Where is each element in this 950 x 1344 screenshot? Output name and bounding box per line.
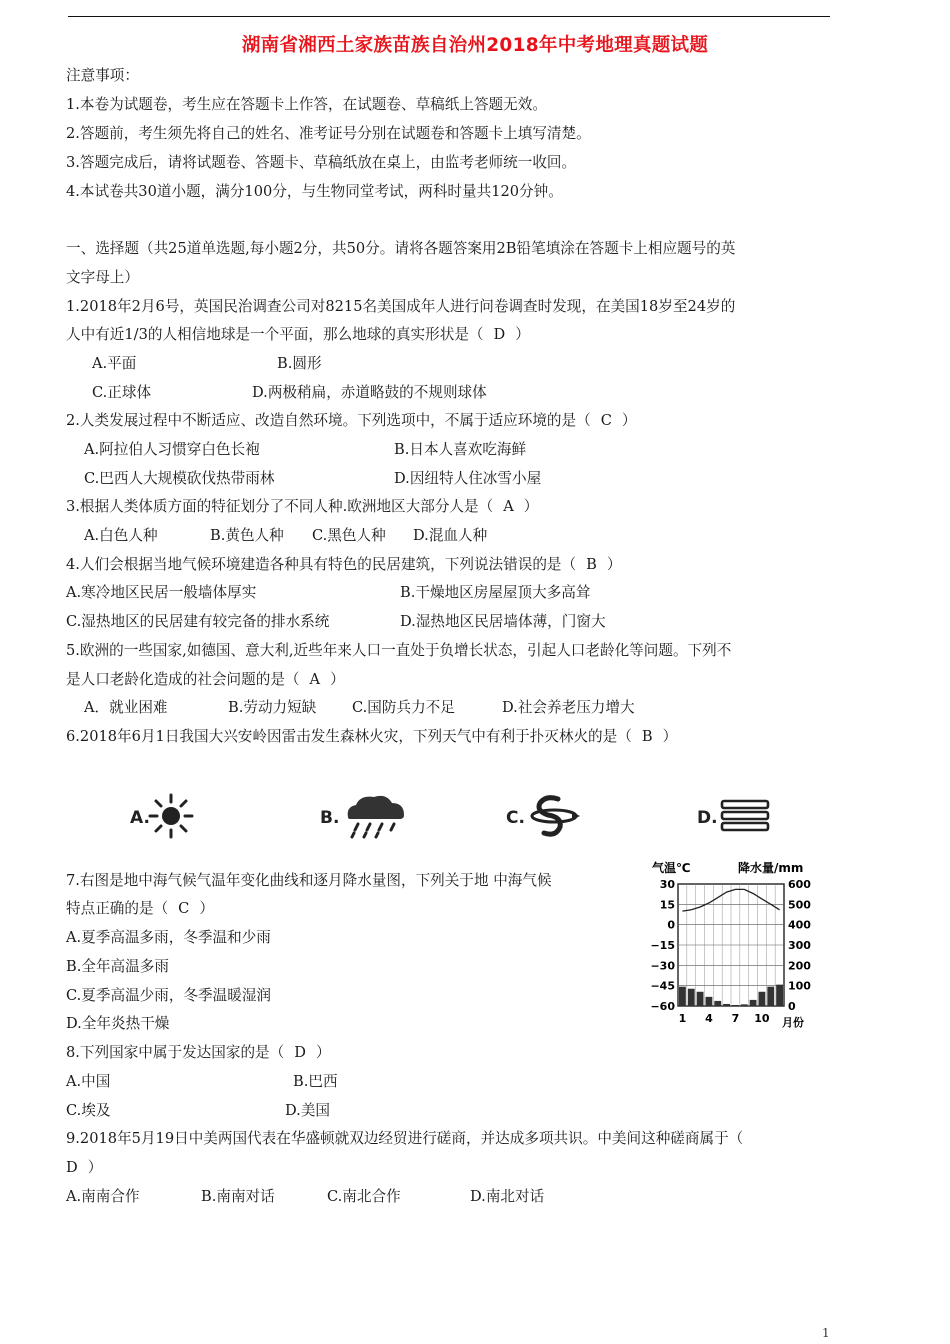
q4-option-b: B.干燥地区房屋屋顶大多高耸 [400,584,591,601]
page-number: 1 [822,1326,830,1340]
notice-heading: 注意事项： [66,67,139,84]
q9-option-b: B.南南对话 [201,1188,275,1205]
q6-label-c: C. [506,808,525,828]
q7-stem: 7.右图是地中海气候气温年变化曲线和逐月降水量图，下列关于地 中海气候 [66,872,552,889]
q9-stem-cont: D ） [66,1159,103,1176]
q4-option-d: D.湿热地区民居墙体薄，门窗大 [400,613,606,630]
q5-stem: 5.欧洲的一些国家,如德国、意大利,近些年来人口一直处于负增长状态，引起人口老龄化等问题。下列不 [66,642,732,659]
chart-left-tick-label: 0 [667,918,675,932]
q9-stem: 9.2018年5月19日中美两国代表在华盛顿就双边经贸进行磋商，并达成多项共识。中美间这种磋商属于（ [66,1130,744,1147]
chart-right-tick-label: 0 [788,1000,796,1013]
q2-option-b: B.日本人喜欢吃海鲜 [394,441,527,458]
q2-stem: 2.人类发展过程中不断适应、改造自然环境。下列选项中，不属于适应环境的是（ C ） [66,412,637,429]
q8-option-b: B.巴西 [293,1073,338,1090]
climate-chart [646,858,816,1030]
q9-option-d: D.南北对话 [470,1188,545,1205]
chart-right-tick-label: 400 [788,918,811,932]
q2-option-c: C.巴西人大规模砍伐热带雨林 [84,470,275,487]
sunny-icon [146,793,196,839]
notice-item: 2.答题前，考生须先将自己的姓名、准考证号分别在试题卷和答题卡上填写清楚。 [66,125,591,142]
q7-answer: C [178,900,190,917]
q7-stem-cont: 特点正确的是（ C ） [66,900,214,917]
notice-item: 1.本卷为试题卷，考生应在答题卡上作答，在试题卷、草稿纸上答题无效。 [66,96,547,113]
q5-stem-cont: 是人口老龄化造成的社会问题的是（ A ） [66,671,345,688]
chart-precip-bar [697,992,704,1006]
chart-right-tick-label: 100 [788,979,811,993]
q2-answer: C [600,412,612,429]
q3-option-d: D.混血人种 [413,527,488,544]
section-heading: 一、选择题（共25道单选题,每小题2分，共50分。请将各题答案用2B铅笔填涂在答题卡上相应题号的英 [66,240,736,257]
q1-stem: 1.2018年2月6号，英国民治调查公司对8215名美国成年人进行问卷调查时发现，在美国18岁至24岁的 [66,298,736,315]
q4-stem: 4.人们会根据当地气候环境建造各种具有特色的民居建筑，下列说法错误的是（ B ） [66,556,622,573]
q1-option-c: C.正球体 [92,384,152,401]
q8-option-c: C.埃及 [66,1102,111,1119]
top-rule [68,16,830,17]
chart-left-tick-label: −60 [650,1000,675,1013]
chart-left-axis-label: 气温℃ [652,861,691,875]
q5-option-d: D.社会养老压力增大 [502,699,635,716]
q6-stem: 6.2018年6月1日我国大兴安岭因雷击发生森林火灾，下列天气中有利于扑灭林火的是（ B ） [66,728,678,745]
chart-right-tick-label: 500 [788,898,811,912]
chart-precip-bar [767,987,774,1006]
chart-x-tick-label: 10 [754,1012,770,1025]
q6-label-a: A. [130,808,150,828]
q9-option-a: A.南南合作 [66,1188,140,1205]
chart-precip-bar [776,985,783,1006]
q7-option-c: C.夏季高温少雨，冬季温暖湿润 [66,987,272,1004]
q9-answer: D [66,1159,78,1176]
chart-precip-bar [688,989,695,1006]
chart-left-tick-label: 30 [659,878,675,891]
q8-stem: 8.下列国家中属于发达国家的是（ D ） [66,1044,331,1061]
q5-option-b: B.劳动力短缺 [228,699,317,716]
chart-x-tick-label: 1 [678,1012,687,1025]
chart-precip-bar [759,992,766,1006]
chart-precip-bar [732,1005,739,1006]
chart-left-tick-label: −45 [650,979,675,993]
q8-option-a: A.中国 [66,1073,111,1090]
q7-option-a: A.夏季高温多雨，冬季温和少雨 [66,929,271,946]
chart-x-tick-label: 7 [731,1012,740,1025]
q6-answer: B [641,728,653,745]
q1-option-b: B.圆形 [277,355,322,372]
q1-option-d: D.两极稍扁，赤道略鼓的不规则球体 [252,384,487,401]
chart-left-tick-label: 15 [659,898,675,912]
q9-option-c: C.南北合作 [327,1188,401,1205]
q3-option-b: B.黄色人种 [210,527,284,544]
q3-option-a: A.白色人种 [84,527,158,544]
q6-label-d: D. [697,808,718,828]
chart-precip-bar [750,1000,757,1006]
chart-left-tick-label: −30 [650,959,675,973]
q3-answer: A [503,498,514,515]
chart-right-tick-label: 200 [788,959,811,973]
q7-option-b: B.全年高温多雨 [66,958,169,975]
chart-precip-bar [706,997,713,1006]
chart-x-unit: 月份 [782,1016,804,1029]
q6-label-b: B. [320,808,340,828]
q1-option-a: A.平面 [92,355,137,372]
chart-precip-bar [741,1004,748,1006]
notice-item: 3.答题完成后，请将试题卷、答题卡、草稿纸放在桌上，由监考老师统一收回。 [66,154,577,171]
typhoon-icon [526,793,582,839]
q4-option-c: C.湿热地区的民居建有较完备的排水系统 [66,613,330,630]
chart-x-tick-label: 4 [705,1012,713,1025]
chart-left-tick-label: −15 [650,939,675,952]
chart-precip-bar [723,1004,730,1006]
notice-item: 4.本试卷共30道小题，满分100分，与生物同堂考试，两科时量共120分钟。 [66,183,563,200]
chart-right-axis-label: 降水量/mm [738,861,804,875]
q1-answer: D [493,326,506,343]
q2-option-d: D.因纽特人住冰雪小屋 [394,470,542,487]
section-heading-cont: 文字母上） [66,269,139,286]
q3-option-c: C.黑色人种 [312,527,386,544]
q2-option-a: A.阿拉伯人习惯穿白色长袍 [84,441,260,458]
rain-icon [342,793,408,839]
q5-option-c: C.国防兵力不足 [352,699,455,716]
q5-answer: A [309,671,321,688]
q4-option-a: A.寒冷地区民居一般墙体厚实 [66,584,257,601]
chart-precip-bar [714,1001,721,1006]
chart-right-tick-label: 600 [788,878,811,891]
q8-option-d: D.美国 [285,1102,331,1119]
q8-answer: D [294,1044,306,1061]
q1-stem-cont: 人中有近1/3的人相信地球是一个平面，那么地球的真实形状是（ D ） [66,326,530,343]
fog-icon [720,793,772,839]
q5-option-a: A．就业困难 [84,699,168,716]
q3-stem: 3.根据人类体质方面的特征划分了不同人种.欧洲地区大部分人是（ A ） [66,498,539,515]
q7-option-d: D.全年炎热干燥 [66,1015,170,1032]
page-title: 湖南省湘西土家族苗族自治州2018年中考地理真题试题 [241,35,709,56]
q4-answer: B [586,556,597,573]
chart-precip-bar [679,987,686,1006]
chart-right-tick-label: 300 [788,939,811,952]
